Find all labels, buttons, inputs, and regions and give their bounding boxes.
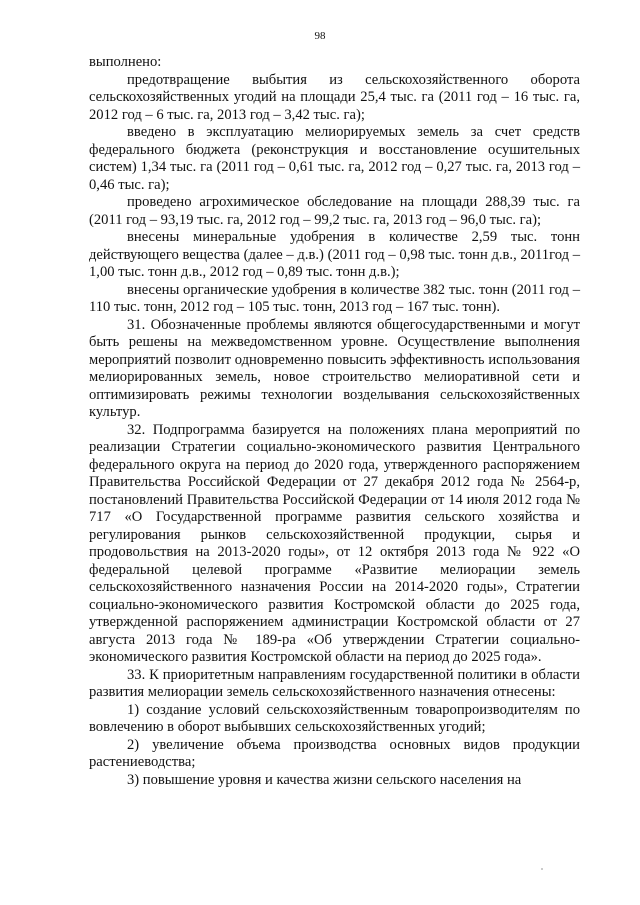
paragraph: 3) повышение уровня и качества жизни сельского населения на: [127, 771, 522, 788]
paragraph: 33. К приоритетным направлениям государственной политики в области развития мелиорации земель сельскохозяйственного назначения отнесены:: [89, 666, 580, 700]
paragraph: проведено агрохимическое обследование на площади 288,39 тыс. га (2011 год – 93,19 тыс. га, 2012 год – 99,2 тыс. га, 2013 год – 96,0 тыс. га);: [89, 194, 580, 228]
paragraph: 2) увеличение объема производства основных видов продукции растениеводства;: [89, 736, 580, 770]
paragraph: введено в эксплуатацию мелиорируемых земель за счет средств федерального бюджета (реконструкция и восстановление осушительных систем) 1,34 тыс. га (2011 год – 0,61 тыс. га, 2012 год – 0,27 тыс. га, 2013 год – 0,46 тыс. га);: [89, 124, 580, 193]
paragraph: 31. Обозначенные проблемы являются общегосударственными и могут быть решены на межведомственном уровне. Осуществление выполнения мероприятий позволит одновременно повысить эффективность использования мелиорированных земель, новое строительство мелиоративной сети и оптимизировать режимы технологии возделывания сельскохозяйственных культур.: [89, 316, 580, 420]
document-body: [89, 54, 580, 789]
scan-speck: [541, 868, 543, 870]
paragraph: выполнено:: [89, 54, 162, 70]
paragraph: 1) создание условий сельскохозяйственным товаропроизводителям по вовлечению в оборот выбывших сельскохозяйственных угодий;: [89, 701, 580, 735]
paragraph: внесены минеральные удобрения в количестве 2,59 тыс. тонн действующего вещества (далее – д.в.) (2011 год – 0,98 тыс. тонн д.в., 2011год – 1,00 тыс. тонн д.в., 2012 год – 0,89 тыс. тонн д.в.);: [89, 229, 580, 280]
paragraph: внесены органические удобрения в количестве 382 тыс. тонн (2011 год – 110 тыс. тонн, 2012 год – 105 тыс. тонн, 2013 год – 167 тыс. тонн).: [89, 281, 580, 315]
paragraph: 32. Подпрограмма базируется на положениях плана мероприятий по реализации Стратегии социально-экономического развития Центрального федерального округа на период до 2020 года, утвержденного распоряжением Правительства Российской Федерации от 27 декабря 2012 года № 2564-р, постановлений Правительства Российской Федерации от 14 июля 2012 года № 717 «О Государственной программе развития сельского хозяйства и регулирования рынков сельскохозяйственной продукции, сырья и продовольствия на 2013-2020 годы», от 12 октября 2013 года № 922 «О федеральной целевой программе «Развитие мелиорации земель сельскохозяйственного назначения России на 2014-2020 годы», Стратегии социально-экономического развития Костромской области до 2025 года, утвержденной распоряжением администрации Костромской области от 27 августа 2013 года № 189-ра «Об утверждении Стратегии социально-экономического развития Костромской области на период до 2025 года».: [89, 421, 580, 665]
page-number: 98: [314, 30, 326, 42]
paragraph: предотвращение выбытия из сельскохозяйственного оборота сельскохозяйственных угодий на площади 25,4 тыс. га (2011 год – 16 тыс. га, 2012 год – 6 тыс. га, 2013 год – 3,42 тыс. га);: [89, 71, 580, 123]
